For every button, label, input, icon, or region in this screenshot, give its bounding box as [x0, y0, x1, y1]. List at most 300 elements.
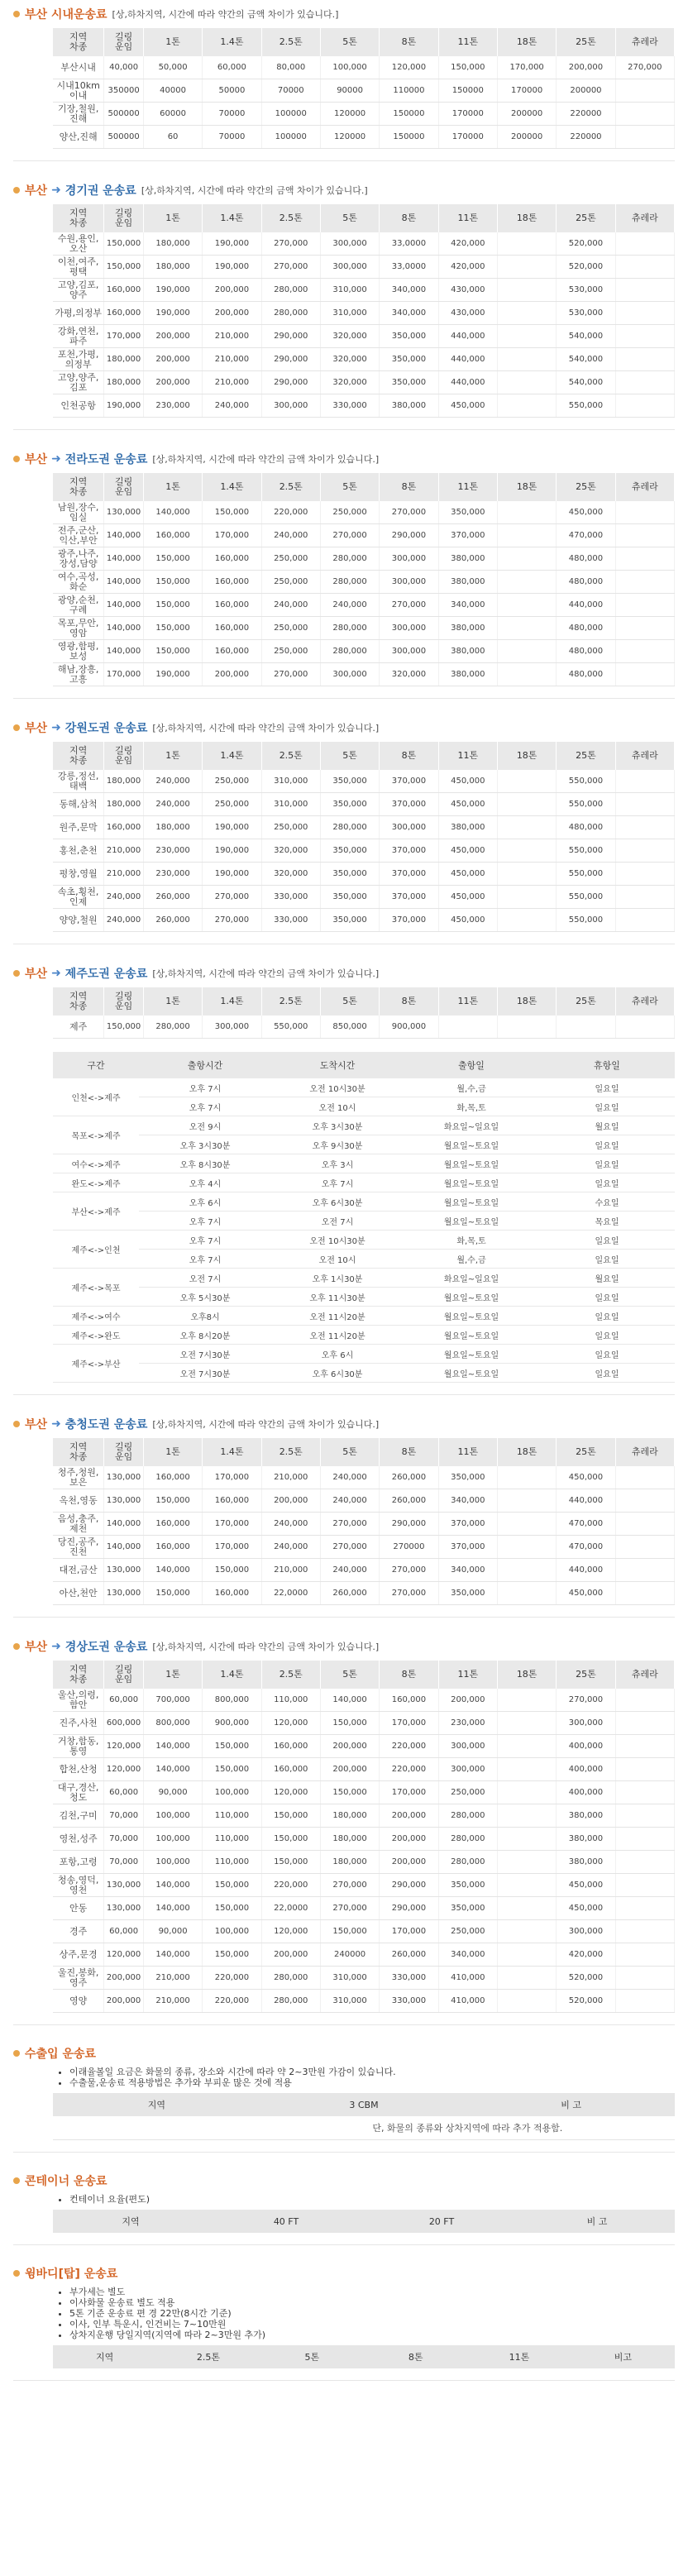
arrow-icon: ➜ [51, 184, 61, 197]
divider [13, 1617, 675, 1618]
column-header: 1.4톤 [203, 473, 261, 501]
rate-cell: 440,000 [438, 348, 497, 371]
rate-cell: 140,000 [104, 571, 144, 594]
section-header [13, 2167, 675, 2194]
rate-cell: 160,000 [143, 1466, 202, 1489]
schedule-row [53, 1231, 675, 1250]
table-row [53, 1582, 675, 1605]
section-note: [상,하차지역, 시간에 따라 약간의 금액 차이가 있습니다.] [112, 9, 339, 20]
section-title: 경기권 운송료 [64, 184, 136, 198]
divider [13, 2152, 675, 2153]
rate-cell: 350,000 [438, 1466, 497, 1489]
rate-cell: 160,000 [203, 617, 261, 640]
rate-cell [497, 1943, 556, 1967]
rate-cell: 150,000 [143, 1582, 202, 1605]
rate-cell: 140,000 [143, 1874, 202, 1897]
rate-cell: 280,000 [320, 640, 379, 663]
rate-cell: 430,000 [438, 279, 497, 302]
region-cell: 김천,구미 [53, 1804, 104, 1828]
schedule-cell: 오전 11시20분 [271, 1307, 404, 1326]
rate-cell: 100,000 [320, 56, 379, 79]
schedule-cell: 월요일 [539, 1269, 675, 1288]
rate-cell: 380,000 [438, 640, 497, 663]
table-row [53, 1828, 675, 1851]
region-cell: 홍천,춘천 [53, 839, 104, 863]
region-cell: 강릉,정선,태백 [53, 770, 104, 793]
rate-cell [497, 1828, 556, 1851]
rate-cell: 530,000 [557, 279, 615, 302]
column-header: 2.5톤 [261, 987, 320, 1016]
rate-cell: 500000 [104, 103, 144, 126]
rate-cell: 210,000 [143, 1967, 202, 1990]
table-row [53, 1712, 675, 1735]
rate-cell: 270,000 [380, 501, 438, 524]
table-header-row [53, 2093, 675, 2116]
rate-cell [497, 1804, 556, 1828]
column-header: 지역 [53, 2093, 260, 2116]
rate-cell: 350,000 [438, 1874, 497, 1897]
column-header: 지역 차종 [53, 28, 104, 56]
rate-cell: 190,000 [143, 279, 202, 302]
rate-cell [615, 232, 674, 256]
rate-cell: 170000 [438, 103, 497, 126]
rate-cell [497, 909, 556, 932]
rate-cell: 130,000 [104, 1897, 144, 1920]
schedule-row [53, 1097, 675, 1116]
column-header: 8톤 [380, 28, 438, 56]
schedule-row [53, 1078, 675, 1097]
bullet-item: • 5톤 기준 운송료 편 경 22만(8시간 기준) [69, 2308, 675, 2319]
rate-cell: 270,000 [320, 1874, 379, 1897]
rate-cell: 270,000 [320, 1897, 379, 1920]
rate-cell [497, 256, 556, 279]
table-row [53, 1559, 675, 1582]
schedule-cell: 월,수,금 [404, 1250, 539, 1269]
rate-cell: 320,000 [261, 839, 320, 863]
region-cell: 가평,의정부 [53, 302, 104, 325]
table-row [53, 232, 675, 256]
divider [13, 2380, 675, 2381]
rate-cell [497, 547, 556, 571]
region-cell: 강화,연천,파주 [53, 325, 104, 348]
rate-cell: 210,000 [203, 371, 261, 394]
table-row [53, 886, 675, 909]
column-header: 8톤 [380, 1661, 438, 1689]
rate-cell: 240,000 [320, 1489, 379, 1513]
section-title: 전라도권 운송료 [64, 453, 148, 466]
rate-cell: 270,000 [261, 232, 320, 256]
section-title: 부산 시내운송료 [25, 8, 108, 22]
rate-cell: 120000 [320, 126, 379, 149]
rate-cell: 200,000 [143, 371, 202, 394]
table-row [53, 1536, 675, 1559]
section-title: 콘테이너 운송료 [25, 2175, 108, 2188]
rate-cell: 320,000 [320, 325, 379, 348]
route-cell: 여수<->제주 [53, 1154, 139, 1173]
table-row [53, 1967, 675, 1990]
rate-page [13, 0, 675, 2381]
region-cell: 수원,용인,오산 [53, 232, 104, 256]
column-header: 1톤 [143, 473, 202, 501]
rate-cell: 120,000 [261, 1712, 320, 1735]
rate-cell: 200,000 [261, 1943, 320, 1967]
rate-cell: 150,000 [203, 1758, 261, 1781]
rate-cell: 270,000 [320, 524, 379, 547]
rate-cell: 280,000 [438, 1851, 497, 1874]
rate-cell: 320,000 [320, 371, 379, 394]
rate-sections [13, 0, 675, 2381]
rate-cell: 240000 [320, 1943, 379, 1967]
rate-cell: 210,000 [203, 325, 261, 348]
divider [13, 429, 675, 430]
rate-cell [497, 1582, 556, 1605]
rate-cell: 260,000 [320, 1582, 379, 1605]
column-header: 길링 운임 [104, 204, 144, 232]
rate-cell: 520,000 [557, 1967, 615, 1990]
rate-cell: 100,000 [203, 1920, 261, 1943]
rate-cell [615, 1943, 674, 1967]
schedule-cell: 화요일~일요일 [404, 1269, 539, 1288]
section-header [13, 1410, 675, 1438]
rate-cell [615, 863, 674, 886]
rate-cell: 90,000 [143, 1781, 202, 1804]
schedule-cell: 일요일 [539, 1326, 675, 1345]
rate-cell [615, 325, 674, 348]
table-header-row [53, 1438, 675, 1466]
rate-cell: 550,000 [557, 863, 615, 886]
rate-cell: 450,000 [557, 1466, 615, 1489]
rate-cell: 300,000 [380, 547, 438, 571]
rate-cell [497, 1990, 556, 2013]
column-header: 11톤 [467, 2345, 571, 2368]
rate-cell: 370,000 [380, 886, 438, 909]
rate-cell: 210,000 [104, 839, 144, 863]
rate-cell: 140,000 [143, 1559, 202, 1582]
bullet-item: • 수출물,운송료 적용방법은 추가와 부피운 많은 것에 적용 [69, 2077, 675, 2088]
rate-cell: 250,000 [438, 1920, 497, 1943]
schedule-cell: 오후 3시30분 [271, 1116, 404, 1135]
rate-cell: 300,000 [320, 232, 379, 256]
rate-cell: 190,000 [203, 816, 261, 839]
rate-cell: 330,000 [261, 909, 320, 932]
table-row [53, 256, 675, 279]
rate-cell: 120,000 [380, 56, 438, 79]
table-row [53, 1689, 675, 1712]
column-header: 25톤 [557, 987, 615, 1016]
rate-cell: 140,000 [143, 1897, 202, 1920]
region-cell: 전주,군산,익산,부안 [53, 524, 104, 547]
rate-cell [497, 1874, 556, 1897]
rate-cell: 380,000 [557, 1804, 615, 1828]
rate-cell: 350,000 [438, 1897, 497, 1920]
column-header: 길링 운임 [104, 1438, 144, 1466]
bullet-item: • 이래율볼일 요금은 화물의 종류, 장소와 시간에 따라 약 2~3만원 가감이 있습니다. [69, 2067, 675, 2077]
rate-cell: 350,000 [320, 886, 379, 909]
rate-cell: 290,000 [261, 325, 320, 348]
rate-cell: 280,000 [320, 617, 379, 640]
route-cell: 부산<->제주 [53, 1192, 139, 1231]
rate-cell: 160,000 [143, 524, 202, 547]
rate-cell: 70,000 [104, 1828, 144, 1851]
region-cell: 원주,문막 [53, 816, 104, 839]
rate-cell: 120,000 [261, 1920, 320, 1943]
bullet-icon [13, 2270, 20, 2277]
column-header: 1.4톤 [203, 1438, 261, 1466]
rate-cell: 300,000 [320, 663, 379, 686]
table-row [53, 1735, 675, 1758]
rate-cell: 100000 [261, 103, 320, 126]
rate-cell: 850,000 [320, 1016, 379, 1039]
rate-cell: 450,000 [557, 1897, 615, 1920]
schedule-cell: 일요일 [539, 1307, 675, 1326]
rate-cell: 100,000 [143, 1828, 202, 1851]
rate-cell: 22,0000 [261, 1582, 320, 1605]
rate-cell: 290,000 [261, 371, 320, 394]
schedule-cell: 오후 8시30분 [139, 1154, 271, 1173]
rate-cell: 150,000 [261, 1828, 320, 1851]
section-container [13, 2167, 675, 2245]
region-cell: 거창,함동,통영 [53, 1735, 104, 1758]
rate-cell: 240,000 [143, 793, 202, 816]
rate-cell [615, 1712, 674, 1735]
table-header-row [53, 204, 675, 232]
rate-cell: 230,000 [438, 1712, 497, 1735]
table-row [53, 1990, 675, 2013]
schedule-cell: 월요일~토요일 [404, 1307, 539, 1326]
rate-cell: 170,000 [380, 1781, 438, 1804]
arrow-icon: ➜ [51, 1417, 61, 1431]
column-header: 1톤 [143, 987, 202, 1016]
rate-cell [615, 1967, 674, 1990]
column-header: 18톤 [497, 987, 556, 1016]
rate-cell [615, 793, 674, 816]
rate-cell: 900,000 [203, 1712, 261, 1735]
region-cell: 속초,횡천,인제 [53, 886, 104, 909]
route-cell: 제주<->목포 [53, 1269, 139, 1307]
column-header: 5톤 [260, 2345, 364, 2368]
rate-cell [497, 302, 556, 325]
rate-cell: 130,000 [104, 1559, 144, 1582]
rate-cell: 270,000 [203, 909, 261, 932]
table-row [53, 1804, 675, 1828]
schedule-cell: 오후8시 [139, 1307, 271, 1326]
rate-cell: 160,000 [104, 279, 144, 302]
rate-cell: 900,000 [380, 1016, 438, 1039]
rate-cell: 150000 [380, 103, 438, 126]
table-header-row [53, 2345, 675, 2368]
column-header: 8톤 [380, 473, 438, 501]
rate-cell: 450,000 [438, 839, 497, 863]
rate-cell: 180,000 [104, 793, 144, 816]
rate-cell [497, 863, 556, 886]
section-header [13, 714, 675, 742]
rate-cell: 350,000 [320, 770, 379, 793]
rate-cell: 290,000 [380, 1874, 438, 1897]
column-header: 길링 운임 [104, 473, 144, 501]
rate-cell: 350,000 [320, 839, 379, 863]
rate-cell: 450,000 [557, 1582, 615, 1605]
rate-cell: 300,000 [438, 1735, 497, 1758]
rate-cell: 200,000 [104, 1967, 144, 1990]
rate-cell: 140,000 [104, 594, 144, 617]
column-header: 길링 운임 [104, 987, 144, 1016]
schedule-cell: 월요일~토요일 [404, 1154, 539, 1173]
region-cell: 대전,금산 [53, 1559, 104, 1582]
schedule-cell: 오전 7시 [139, 1269, 271, 1288]
rate-cell: 210,000 [104, 863, 144, 886]
column-header: 지역 차종 [53, 987, 104, 1016]
rate-cell: 70,000 [104, 1804, 144, 1828]
table-row [53, 770, 675, 793]
region-cell: 대구,경산,청도 [53, 1781, 104, 1804]
column-header: 20 FT [364, 2210, 519, 2233]
rate-cell: 480,000 [557, 617, 615, 640]
schedule-cell: 일요일 [539, 1135, 675, 1154]
schedule-cell: 오후 6시 [139, 1192, 271, 1212]
rate-cell: 420,000 [438, 232, 497, 256]
column-header: 25톤 [557, 742, 615, 770]
column-header: 지역 차종 [53, 204, 104, 232]
column-header: 18톤 [497, 1438, 556, 1466]
rate-cell: 340,000 [438, 1489, 497, 1513]
rate-cell [615, 1582, 674, 1605]
schedule-row [53, 1326, 675, 1345]
table-header-row [53, 28, 675, 56]
rate-cell [497, 1513, 556, 1536]
rate-cell: 380,000 [438, 663, 497, 686]
rate-cell: 250,000 [261, 816, 320, 839]
rate-cell: 190,000 [203, 232, 261, 256]
rate-cell: 450,000 [557, 501, 615, 524]
rate-cell: 180,000 [143, 816, 202, 839]
rate-cell: 170,000 [104, 325, 144, 348]
schedule-cell: 오전 7시30분 [139, 1364, 271, 1383]
rate-cell: 340,000 [438, 1943, 497, 1967]
rate-cell: 330,000 [320, 394, 379, 418]
rate-cell: 70000 [261, 79, 320, 103]
rate-cell: 270,000 [380, 594, 438, 617]
column-header: 1톤 [143, 1438, 202, 1466]
region-cell: 동해,삼척 [53, 793, 104, 816]
column-header: 2.5톤 [261, 204, 320, 232]
bullet-item: • 상차지운행 당일지역(지역에 따라 2~3만원 추가) [69, 2330, 675, 2340]
column-header: 1.4톤 [203, 28, 261, 56]
bullet-icon [13, 1643, 20, 1650]
rate-cell: 200,000 [143, 348, 202, 371]
table-row [53, 1851, 675, 1874]
column-header: 비 고 [519, 2210, 675, 2233]
rate-cell: 110,000 [203, 1828, 261, 1851]
section-title: 윙바디[탑] 운송료 [25, 2268, 118, 2281]
rate-cell: 190,000 [104, 394, 144, 418]
region-cell: 이천,여주,평택 [53, 256, 104, 279]
bullet-list [58, 2067, 675, 2088]
region-cell: 울산,의령,함안 [53, 1689, 104, 1712]
rate-cell [615, 1559, 674, 1582]
rate-cell: 470,000 [557, 524, 615, 547]
rate-cell: 200,000 [380, 1828, 438, 1851]
region-cell: 영천,성주 [53, 1828, 104, 1851]
rate-cell: 60000 [143, 103, 202, 126]
rate-cell: 250,000 [438, 1781, 497, 1804]
schedule-cell: 오후 6시30분 [271, 1364, 404, 1383]
table-row [53, 1874, 675, 1897]
rate-cell: 300,000 [557, 1712, 615, 1735]
rate-cell: 160,000 [203, 594, 261, 617]
rate-cell: 60 [143, 126, 202, 149]
table-row [53, 126, 675, 149]
column-header: 츄레라 [615, 473, 674, 501]
rate-cell: 300,000 [320, 256, 379, 279]
table-header-row [53, 2210, 675, 2233]
column-header: 8톤 [380, 742, 438, 770]
rate-cell: 160,000 [143, 1513, 202, 1536]
rate-cell: 160,000 [203, 571, 261, 594]
schedule-row [53, 1116, 675, 1135]
rate-cell: 170,000 [497, 56, 556, 79]
route-cell: 제주<->인천 [53, 1231, 139, 1269]
region-cell: 목포,무안,영암 [53, 617, 104, 640]
rate-cell [615, 1513, 674, 1536]
column-header: 길링 운임 [104, 1661, 144, 1689]
rate-cell: 250,000 [261, 640, 320, 663]
rate-cell: 180,000 [143, 256, 202, 279]
rate-cell: 240,000 [104, 909, 144, 932]
divider [13, 2244, 675, 2245]
rate-cell: 240,000 [261, 1536, 320, 1559]
rate-cell: 160,000 [261, 1758, 320, 1781]
rate-cell: 280,000 [320, 547, 379, 571]
table-row [53, 1758, 675, 1781]
divider [13, 698, 675, 699]
region-cell: 상주,문경 [53, 1943, 104, 1967]
region-cell: 당진,공주,진천 [53, 1536, 104, 1559]
table-cell: 단, 화물의 종류와 상차지역에 따라 추가 적용함. [260, 2116, 675, 2140]
rate-cell [615, 886, 674, 909]
rate-cell: 350,000 [380, 348, 438, 371]
rate-cell: 200,000 [438, 1689, 497, 1712]
bullet-icon [13, 724, 20, 731]
schedule-cell: 일요일 [539, 1345, 675, 1364]
rate-cell: 550,000 [557, 394, 615, 418]
rate-cell: 250,000 [203, 770, 261, 793]
rate-cell [497, 394, 556, 418]
rate-cell [615, 279, 674, 302]
rate-table [53, 742, 675, 932]
section-note: [상,하차지역, 시간에 따라 약간의 금액 차이가 있습니다.] [152, 968, 380, 979]
rate-cell: 200,000 [320, 1735, 379, 1758]
column-header: 18톤 [497, 204, 556, 232]
rate-cell: 33,0000 [380, 256, 438, 279]
column-header: 8톤 [380, 987, 438, 1016]
rate-cell: 370,000 [380, 770, 438, 793]
region-cell: 양산,진해 [53, 126, 104, 149]
rate-cell: 200,000 [203, 279, 261, 302]
rate-cell: 190,000 [143, 302, 202, 325]
schedule-cell: 월요일~토요일 [404, 1135, 539, 1154]
column-header: 3 CBM [260, 2093, 468, 2116]
rate-cell: 550,000 [557, 770, 615, 793]
rate-cell: 260,000 [380, 1466, 438, 1489]
rate-cell: 220,000 [380, 1758, 438, 1781]
rate-cell: 110000 [380, 79, 438, 103]
schedule-cell: 오전 10시30분 [271, 1078, 404, 1097]
rate-cell: 150,000 [104, 1016, 144, 1039]
rate-cell: 400,000 [557, 1758, 615, 1781]
section-header [13, 2040, 675, 2067]
rate-cell [615, 1466, 674, 1489]
rate-cell [497, 571, 556, 594]
